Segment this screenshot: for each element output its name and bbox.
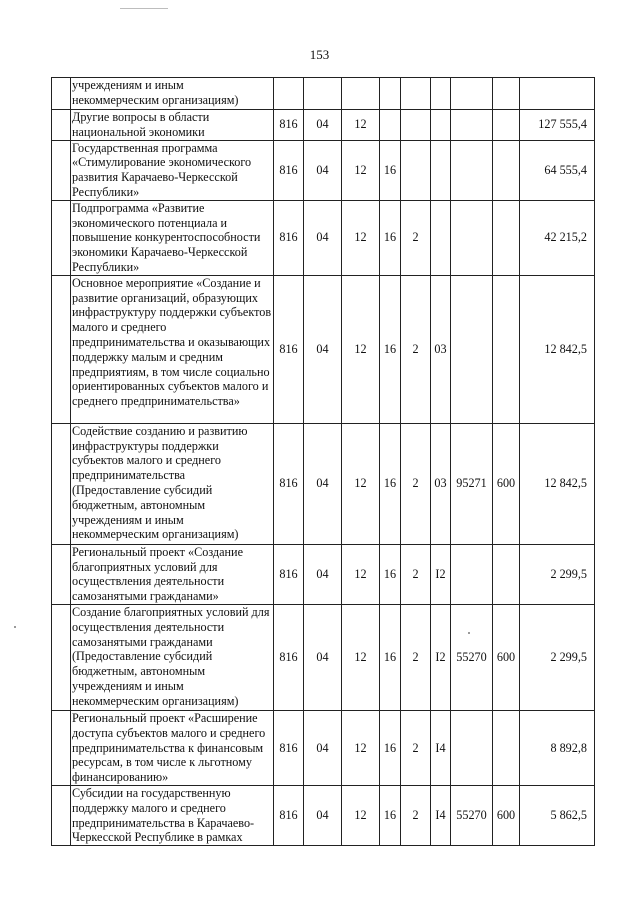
cell-direction	[451, 275, 493, 423]
cell-event: I2	[431, 604, 451, 710]
cell-subprogram: 2	[401, 275, 431, 423]
cell-subprogram	[401, 110, 431, 141]
cell-subsection: 12	[342, 423, 380, 544]
row-marker-cell	[52, 785, 71, 845]
cell-subprogram	[401, 140, 431, 200]
cell-amount: 12 842,5	[520, 423, 595, 544]
cell-name: Государственная программа «Стимулирование экономического развития Карачаево-Черкесской Республики»	[71, 140, 274, 200]
cell-expense-type	[493, 78, 520, 110]
cell-program: 16	[380, 200, 401, 275]
cell-program: 16	[380, 423, 401, 544]
cell-section: 04	[304, 423, 342, 544]
cell-direction: 95271	[451, 423, 493, 544]
cell-expense-type: 600	[493, 423, 520, 544]
cell-amount: 2 299,5	[520, 544, 595, 604]
cell-subprogram: 2	[401, 710, 431, 785]
cell-subprogram: 2	[401, 423, 431, 544]
cell-subsection: 12	[342, 110, 380, 141]
cell-ministry: 816	[274, 110, 304, 141]
cell-event: I4	[431, 710, 451, 785]
cell-direction	[451, 140, 493, 200]
cell-program: 16	[380, 710, 401, 785]
cell-name: Подпрограмма «Развитие экономического потенциала и повышение конкурентоспособности экономики Карачаево-Черкесской Республики»	[71, 200, 274, 275]
cell-program: 16	[380, 604, 401, 710]
cell-event: 03	[431, 275, 451, 423]
cell-name: учреждениям и иным некоммерческим организациям)	[71, 78, 274, 110]
cell-ministry: 816	[274, 604, 304, 710]
cell-ministry: 816	[274, 710, 304, 785]
cell-section: 04	[304, 710, 342, 785]
scan-artifact-dot	[14, 626, 16, 628]
cell-amount: 2 299,5	[520, 604, 595, 710]
cell-event	[431, 110, 451, 141]
cell-direction: 55270	[451, 604, 493, 710]
cell-expense-type: 600	[493, 785, 520, 845]
cell-subprogram	[401, 78, 431, 110]
row-marker-cell	[52, 423, 71, 544]
table-row	[52, 710, 595, 785]
cell-name: Создание благоприятных условий для осуществления деятельности самозанятыми гражданами (Предоставление субсидий бюджетным, автономным учреждениям и иным некоммерческим организациям)	[71, 604, 274, 710]
table-row	[52, 140, 595, 200]
cell-program: 16	[380, 785, 401, 845]
table-row	[52, 200, 595, 275]
table-row	[52, 110, 595, 141]
cell-name: Основное мероприятие «Создание и развитие организаций, образующих инфраструктуру поддержки субъектов малого и среднего предпринимательства и оказывающих поддержку малым и средним предприятиям, в том числе социально ориентированных субъектов малого и среднего предпринимательства»	[71, 275, 274, 423]
cell-section: 04	[304, 140, 342, 200]
cell-expense-type	[493, 710, 520, 785]
cell-event	[431, 200, 451, 275]
cell-amount: 8 892,8	[520, 710, 595, 785]
cell-name: Содействие созданию и развитию инфраструктуры поддержки субъектов малого и среднего предпринимательства (Предоставление субсидий бюджетным, автономным учреждениям и иным некоммерческим организациям)	[71, 423, 274, 544]
cell-expense-type	[493, 140, 520, 200]
cell-direction	[451, 710, 493, 785]
budget-table	[51, 77, 595, 846]
cell-event: I2	[431, 544, 451, 604]
table-row	[52, 544, 595, 604]
cell-subprogram: 2	[401, 604, 431, 710]
cell-ministry: 816	[274, 785, 304, 845]
cell-section: 04	[304, 604, 342, 710]
cell-direction	[451, 78, 493, 110]
row-marker-cell	[52, 78, 71, 110]
cell-subprogram: 2	[401, 544, 431, 604]
cell-section: 04	[304, 785, 342, 845]
row-marker-cell	[52, 200, 71, 275]
cell-program	[380, 110, 401, 141]
cell-section: 04	[304, 275, 342, 423]
cell-amount: 42 215,2	[520, 200, 595, 275]
row-marker-cell	[52, 275, 71, 423]
cell-name: Региональный проект «Создание благоприятных условий для осуществления деятельности самозанятыми гражданами»	[71, 544, 274, 604]
cell-program: 16	[380, 275, 401, 423]
cell-ministry: 816	[274, 423, 304, 544]
cell-subsection: 12	[342, 785, 380, 845]
cell-direction: 55270	[451, 785, 493, 845]
scan-artifact-line	[120, 8, 168, 9]
cell-ministry	[274, 78, 304, 110]
cell-amount: 64 555,4	[520, 140, 595, 200]
table-row	[52, 275, 595, 423]
cell-section	[304, 78, 342, 110]
cell-expense-type	[493, 544, 520, 604]
table-row	[52, 423, 595, 544]
row-marker-cell	[52, 544, 71, 604]
row-marker-cell	[52, 140, 71, 200]
cell-amount: 127 555,4	[520, 110, 595, 141]
cell-amount: 12 842,5	[520, 275, 595, 423]
cell-subprogram: 2	[401, 200, 431, 275]
cell-subprogram: 2	[401, 785, 431, 845]
cell-name: Субсидии на государственную поддержку малого и среднего предпринимательства в Карачаево-Черкесской Республике в рамках	[71, 785, 274, 845]
cell-subsection: 12	[342, 710, 380, 785]
cell-expense-type: 600	[493, 604, 520, 710]
cell-section: 04	[304, 200, 342, 275]
cell-direction	[451, 200, 493, 275]
row-marker-cell	[52, 604, 71, 710]
cell-subsection	[342, 78, 380, 110]
cell-program: 16	[380, 140, 401, 200]
cell-name: Региональный проект «Расширение доступа субъектов малого и среднего предпринимательства к финансовым ресурсам, в том числе к льготному финансированию»	[71, 710, 274, 785]
table-row	[52, 78, 595, 110]
cell-direction	[451, 544, 493, 604]
cell-amount	[520, 78, 595, 110]
cell-event	[431, 140, 451, 200]
table-row	[52, 785, 595, 845]
cell-expense-type	[493, 200, 520, 275]
cell-ministry: 816	[274, 200, 304, 275]
cell-section: 04	[304, 544, 342, 604]
cell-subsection: 12	[342, 140, 380, 200]
cell-subsection: 12	[342, 275, 380, 423]
cell-event	[431, 78, 451, 110]
cell-name: Другие вопросы в области национальной экономики	[71, 110, 274, 141]
row-marker-cell	[52, 710, 71, 785]
cell-subsection: 12	[342, 604, 380, 710]
cell-expense-type	[493, 275, 520, 423]
cell-subsection: 12	[342, 544, 380, 604]
cell-subsection: 12	[342, 200, 380, 275]
cell-ministry: 816	[274, 140, 304, 200]
cell-ministry: 816	[274, 544, 304, 604]
cell-ministry: 816	[274, 275, 304, 423]
table-row	[52, 604, 595, 710]
cell-program	[380, 78, 401, 110]
cell-expense-type	[493, 110, 520, 141]
cell-event: 03	[431, 423, 451, 544]
cell-direction	[451, 110, 493, 141]
cell-event: I4	[431, 785, 451, 845]
row-marker-cell	[52, 110, 71, 141]
cell-program: 16	[380, 544, 401, 604]
page-number: 153	[309, 47, 330, 62]
cell-section: 04	[304, 110, 342, 141]
cell-amount: 5 862,5	[520, 785, 595, 845]
